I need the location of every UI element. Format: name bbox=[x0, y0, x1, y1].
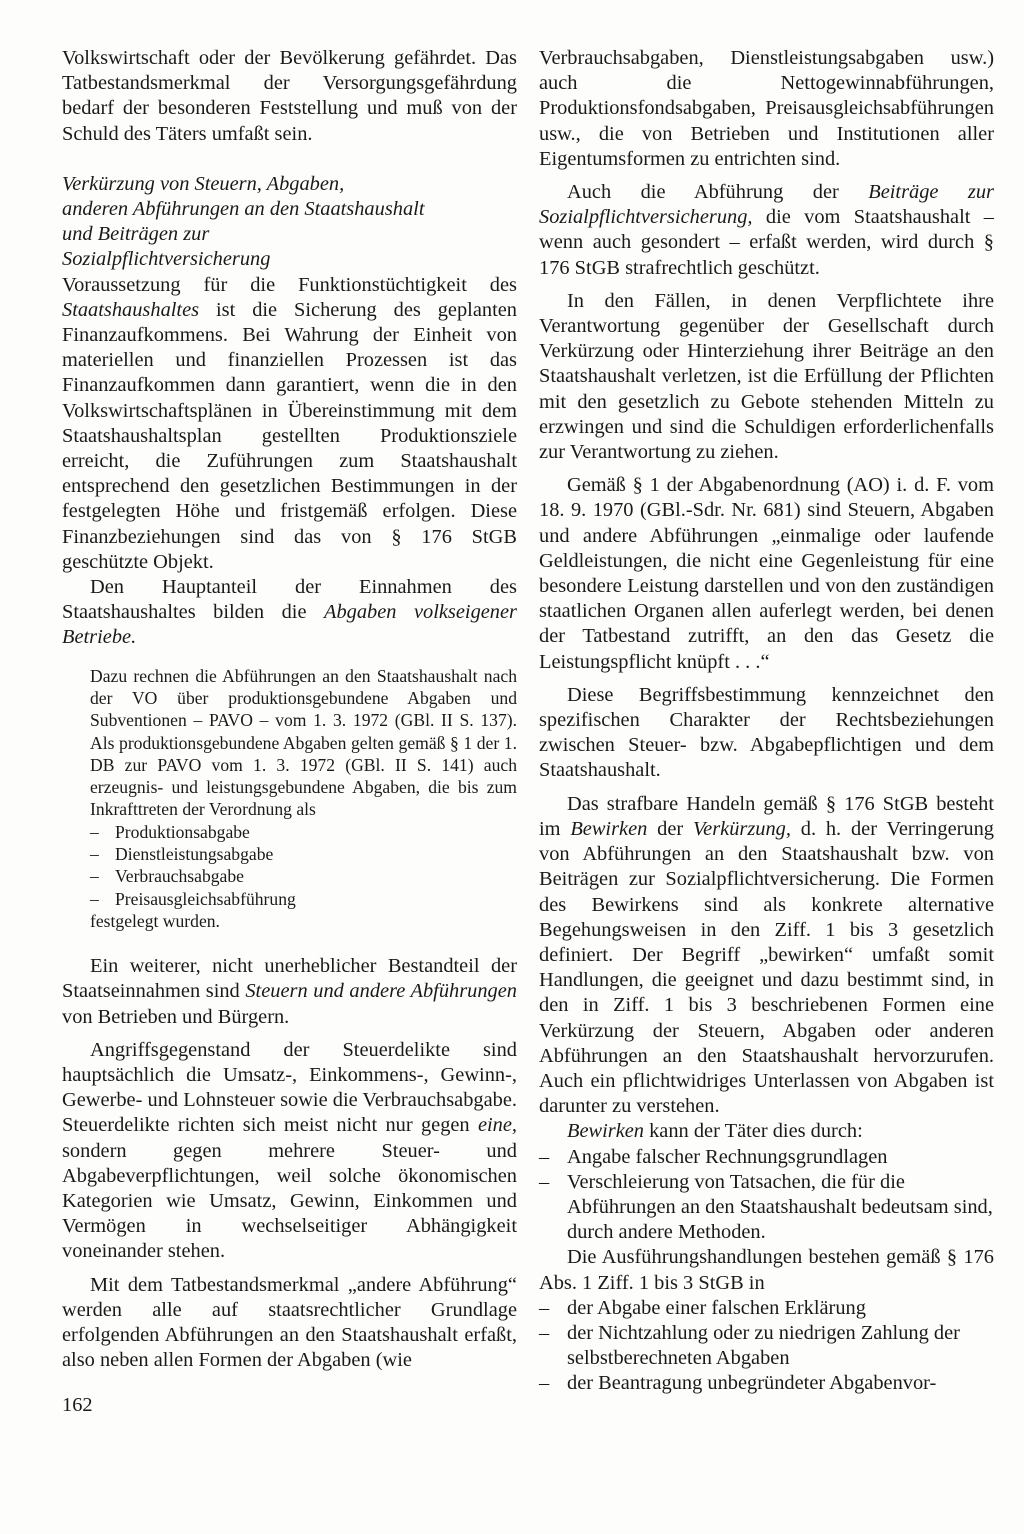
paragraph: In den Fällen, in denen Verpflichtete ihre Verantwortung gegenüber der Gesellschaft durch Verkürzung oder Hinterziehung ihrer Beiträge an den Staatshaushalt verletzen, ist die Erfüllung der Pflichten mit den gesetzlich zu Gebote stehenden Mitteln zu erzwingen und sind die Schuldigen erforderlichenfalls zur Verantwortung zu ziehen. bbox=[539, 289, 994, 464]
paragraph: Mit dem Tatbestandsmerkmal „andere Abführung“ werden alle auf staatsrechtlicher Grundlage erfolgenden Abführungen an den Staatshaushalt erfaßt, also neben allen Formen der Abgaben (wie bbox=[62, 1273, 517, 1372]
text-run: die vom Staatshaushalt – wenn auch gesondert – erfaßt werden, wird durch § 176 StGB strafrechtlich geschützt. bbox=[539, 206, 994, 279]
paragraph bbox=[62, 954, 517, 1030]
paragraph bbox=[539, 180, 994, 281]
page-number: 162 bbox=[62, 1394, 93, 1416]
text-run: von Betrieben und Bürgern. bbox=[62, 1005, 290, 1028]
text-run: Voraussetzung für die Funktionstüchtigkeit des bbox=[62, 273, 517, 296]
left-column bbox=[62, 46, 517, 1373]
paragraph bbox=[539, 1119, 994, 1144]
text-run: Den Hauptanteil der Einnahmen des Staatshaushaltes bilden die bbox=[62, 576, 517, 624]
paragraph bbox=[62, 273, 517, 575]
text-run: kann der Täter dies durch: bbox=[644, 1120, 863, 1143]
text-run: Angriffsgegenstand der Steuerdelikte sind hauptsächlich die Umsatz-, Einkommens-, Gewinn-, Gewerbe- und Lohnsteuer sowie die Verbrauchsabgabe. Steuerdelikte richten sich meist nicht nur gegen bbox=[62, 1038, 517, 1137]
small-print-note bbox=[62, 665, 517, 933]
list-item: – Preisausgleichsabführung bbox=[90, 888, 517, 910]
emphasis: Verkürzung, bbox=[692, 817, 791, 840]
heading-line: anderen Abführungen an den Staatshaushalt bbox=[62, 198, 425, 221]
right-column bbox=[539, 46, 994, 1397]
heading-line: Sozialpflichtversicherung bbox=[62, 248, 271, 271]
paragraph: Verbrauchsabgaben, Dienstleistungsabgaben usw.) auch die Nettogewinnabführungen, Produktionsfondsabgaben, Preisausgleichsabführungen usw., die von Betrieben und Institutionen aller Eigentumsformen zu entrichten sind. bbox=[539, 47, 994, 170]
text-run: Das strafbare Handeln gemäß § 176 StGB besteht im bbox=[539, 792, 994, 840]
heading-line: und Beiträgen zur bbox=[62, 223, 210, 246]
note-text: Dazu rechnen die Abführungen an den Staatshaushalt nach der VO über produktionsgebundene Abgaben und Subventionen – PAVO – vom 1. 3. 1972 (GBl. II S. 137). Als produktionsgebundene Abgaben gelten gemäß § 1 der 1. DB zur PAVO vom 1. 3. 1972 (GBl. II S. 141) auch erzeugnis- und leistungsgebundene Abgaben, die bis zum Inkrafttreten der Verordnung als bbox=[90, 665, 517, 820]
list-item: – der Abgabe einer falschen Erklärung bbox=[539, 1296, 994, 1321]
emphasis: Beiträge zur Sozialpflichtversicherung, bbox=[539, 181, 994, 229]
list-item: – Verbrauchsabgabe bbox=[90, 865, 517, 887]
paragraph bbox=[539, 792, 994, 1120]
emphasis: Staatshaushaltes bbox=[62, 298, 200, 321]
text-run: ist die Sicherung des geplanten Finanzaufkommens. Bei Wahrung der Einheit von materiellen und finanziellen Prozessen ist das Finanzaufkommen dann garantiert, wenn die in den Volkswirtschaftsplänen in Übereinstimmung mit dem Staatshaushaltsplan gestellten Produktionsziele erreicht, die Zuführungen zum Staatshaushalt entsprechend den gesetzlichen Bestimmungen in der festgelegten Höhe und fristgemäß erfolgen. Diese Finanzbeziehungen sind das von § 176 StGB geschützte Objekt. bbox=[62, 298, 517, 573]
note-end: festgelegt wurden. bbox=[90, 910, 220, 931]
list-item: – Produktionsabgabe bbox=[90, 821, 517, 843]
emphasis: eine, bbox=[477, 1114, 517, 1137]
text-run: der bbox=[647, 817, 693, 840]
text-run: d. h. der Verringerung von Abführungen an den Staatshaushalt bzw. von Beiträgen zur Sozialpflichtversicherung. Die Formen des Bewirkens sind als konkrete alternative Begehungsweisen in den Ziff. 1 bis 3 gesetzlich definiert. Der Begriff „bewirken“ umfaßt somit Handlungen, die geeignet und dazu bestimmt sind, in den in Ziff. 1 bis 3 beschriebenen Formen eine Verkürzung der Steuern, Abgaben oder anderen Abführungen an den Staatshaushalt hervorzurufen. Auch ein pflichtwidriges Unterlassen von Abgaben ist darunter zu verstehen. bbox=[539, 817, 994, 1118]
paragraph: Gemäß § 1 der Abgabenordnung (AO) i. d. F. vom 18. 9. 1970 (GBl.-Sdr. Nr. 681) sind Steuern, Abgaben und andere Abführungen „einmalige oder laufende Geldleistungen, die nicht eine Gegenleistung für eine besondere Leistung darstellen und von den zuständigen staatlichen Organen allen auferlegt werden, bei denen der Tatbestand zutrifft, an den das Gesetz die Leistungspflicht knüpft . . .“ bbox=[539, 474, 994, 673]
text-run: Auch die Abführung der bbox=[567, 181, 869, 204]
paragraph bbox=[62, 575, 517, 651]
list-item: – Angabe falscher Rechnungsgrundlagen bbox=[539, 1145, 994, 1170]
paragraph: Die Ausführungshandlungen bestehen gemäß § 176 Abs. 1 Ziff. 1 bis 3 StGB in bbox=[539, 1246, 994, 1294]
paragraph bbox=[62, 1038, 517, 1265]
text-run: Ein weiterer, nicht unerheblicher Bestandteil der Staatseinnahmen sind bbox=[62, 955, 517, 1003]
list-item: – der Nichtzahlung oder zu niedrigen Zahlung der selbstberechneten Abgaben bbox=[539, 1321, 994, 1371]
paragraph: Volkswirtschaft oder der Bevölkerung gefährdet. Das Tatbestandsmerkmal der Versorgungsgefährdung bedarf der besonderen Feststellung und muß von der Schuld des Täters umfaßt sein. bbox=[62, 47, 517, 145]
list-item: – Dienstleistungsabgabe bbox=[90, 843, 517, 865]
emphasis: Bewirken bbox=[570, 817, 648, 840]
emphasis: Abgaben volkseigener Betriebe. bbox=[62, 601, 517, 649]
paragraph: Diese Begriffsbestimmung kennzeichnet den spezifischen Charakter der Rechtsbeziehungen zwischen Steuer- bzw. Abgabepflichtigen und dem Staatshaushalt. bbox=[539, 683, 994, 782]
section-heading bbox=[62, 172, 517, 273]
emphasis: Steuern und andere Abführungen bbox=[245, 980, 517, 1003]
list-item: – der Beantragung unbegründeter Abgabenvor- bbox=[539, 1371, 994, 1396]
text-run: sondern gegen mehrere Steuer- und Abgabeverpflichtungen, weil solche ökonomischen Kategorien wie Umsatz, Gewinn, Einkommen und Vermögen in wechselseitiger Abhängigkeit voneinander stehen. bbox=[62, 1139, 517, 1263]
heading-line: Verkürzung von Steuern, Abgaben, bbox=[62, 172, 345, 195]
list-item: – Verschleierung von Tatsachen, die für die Abführungen an den Staatshaushalt bedeutsam sind, durch andere Methoden. bbox=[539, 1170, 994, 1246]
emphasis: Bewirken bbox=[567, 1120, 645, 1143]
